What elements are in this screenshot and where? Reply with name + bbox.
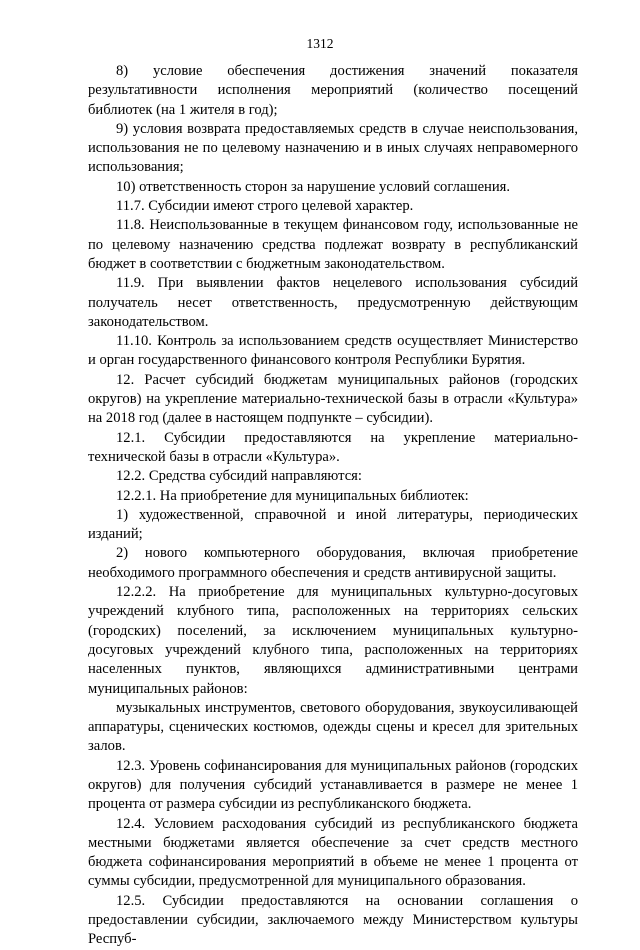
- paragraph: музыкальных инструментов, светового оборудования, звукоусиливающей аппаратуры, сценических костюмов, одежды сцены и кресел для зрительных залов.: [88, 699, 578, 755]
- paragraph: 11.9. При выявлении фактов нецелевого использования субсидий получатель несет ответственность, предусмотренную действующим законодательством.: [88, 275, 578, 330]
- paragraph: 11.7. Субсидии имеют строго целевой характер.: [116, 198, 414, 215]
- paragraph: 11.10. Контроль за использованием средств осуществляет Министерство и орган государственного финансового контроля Республики Бурятия.: [88, 333, 578, 369]
- paragraph: 10) ответственность сторон за нарушение условий соглашения.: [116, 178, 511, 195]
- paragraph: 12.2.2. На приобретение для муниципальных культурно-досуговых учреждений клубного типа, расположенных на территориях сельских (городских) поселений, за исключением муниципальных культурно-досуговых учреждений клубного типа, расположенных на территориях населенных пунктов, являющихся административными центрами муниципальных районов:: [88, 584, 578, 697]
- paragraph: 12.3. Уровень софинансирования для муниципальных районов (городских округов) для получения субсидий устанавливается в размере не менее 1 процента от размера субсидии из республиканского бюджета.: [88, 757, 578, 813]
- page-number: 1312: [306, 36, 334, 51]
- paragraph: 11.8. Неиспользованные в текущем финансовом году, использованные не по целевому назначению средства подлежат возврату в республиканский бюджет в соответствии с бюджетным законодательством.: [88, 217, 578, 272]
- paragraph: 12.1. Субсидии предоставляются на укрепление материально-технической базы в отрасли «Культура».: [88, 429, 578, 465]
- paragraph: 1) художественной, справочной и иной литературы, периодических изданий;: [88, 506, 578, 543]
- paragraph: 8) условие обеспечения достижения значений показателя результативности исполнения мероприятий (количество посещений библиотек (на 1 жителя в год);: [88, 63, 578, 118]
- paragraph: 9) условия возврата предоставляемых средств в случае неиспользования, использования не по целевому назначению и в иных случаях неправомерного использования;: [88, 120, 578, 176]
- paragraph: 12.5. Субсидии предоставляются на основании соглашения о предоставлении субсидии, заключаемого между Министерством культуры Респуб-: [88, 892, 578, 948]
- paragraph: 12.4. Условием расходования субсидий из республиканского бюджета местными бюджетами является обеспечение за счет средств местного бюджета софинансирования мероприятий в объеме не менее 1 процента от суммы субсидии, предусмотренной для муниципального образования.: [88, 815, 578, 890]
- paragraph: 12.2. Средства субсидий направляются:: [116, 468, 362, 485]
- paragraph: 2) нового компьютерного оборудования, включая приобретение необходимого программного обеспечения и средств антивирусной защиты.: [88, 545, 578, 581]
- paragraph: 12.2.1. На приобретение для муниципальных библиотек:: [116, 487, 469, 504]
- paragraph: 12. Расчет субсидий бюджетам муниципальных районов (городских округов) на укрепление материально-технической базы в отрасли «Культура» на 2018 год (далее в настоящем подпункте – субсидии).: [88, 371, 578, 427]
- document-body: [88, 62, 578, 950]
